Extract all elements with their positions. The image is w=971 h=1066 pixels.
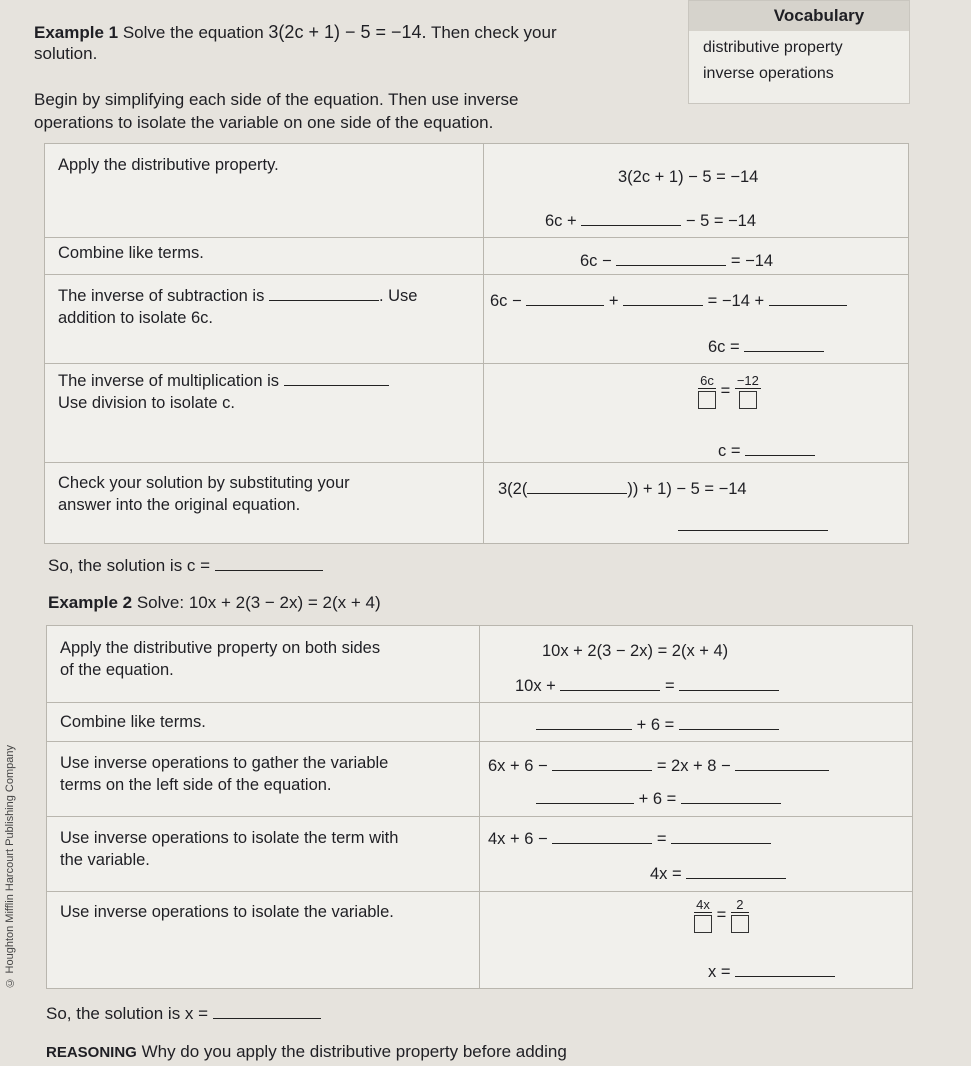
ex2-r3-eqb: = 2x + 8 −	[656, 757, 731, 775]
ex2-r1-blank-1[interactable]	[560, 690, 660, 691]
ex1-r4-frac-eq	[698, 374, 761, 409]
ex2-r4-eq2	[650, 865, 786, 884]
ex1-r4-eq2-text: c =	[718, 442, 741, 460]
ex2-r5-frac-num2: 2	[731, 898, 749, 913]
ex1-r4-blank-operation[interactable]	[284, 385, 389, 386]
ex1-r4-blank[interactable]	[745, 455, 815, 456]
ex2-r5-eq2-text: x =	[708, 963, 731, 981]
ex1-r3-blank-2[interactable]	[623, 305, 703, 306]
example1-intro-2: operations to isolate the variable on one side of the equation.	[34, 113, 494, 132]
ex1-r1-label: Apply the distributive property.	[58, 156, 279, 174]
ex2-r1-eq1: 10x + 2(3 − 2x) = 2(x + 4)	[542, 642, 729, 660]
example1-prompt-a: Solve the equation	[122, 23, 264, 42]
ex2-r1-label-a: Apply the distributive property on both sides	[60, 639, 381, 657]
ex2-solution-text: So, the solution is x =	[46, 1004, 209, 1023]
example2-prompt: Solve:	[136, 593, 185, 612]
ex2-r4-label	[60, 827, 398, 871]
ex1-r4-frac-box1[interactable]	[698, 391, 716, 409]
ex1-r2-eq	[580, 252, 773, 271]
ex2-solution-blank[interactable]	[213, 1018, 321, 1019]
ex2-r3-eq2-text: + 6 =	[638, 790, 677, 808]
ex2-r2-label: Combine like terms.	[60, 713, 206, 731]
ex2-r4-label-a: Use inverse operations to isolate the term with	[60, 829, 399, 847]
ex2-r3-label-b: terms on the left side of the equation.	[60, 776, 332, 794]
ex1-r5-check-blank[interactable]	[678, 530, 828, 531]
ex2-r5-frac-left	[694, 898, 712, 933]
ex2-r5-frac-num1: 4x	[694, 898, 712, 913]
ex2-r1-eq2	[515, 677, 779, 696]
vocabulary-title: Vocabulary	[689, 1, 909, 31]
ex1-r5-eqb: )) + 1) − 5 = −14	[627, 480, 747, 498]
ex2-r4-blank-2[interactable]	[671, 843, 771, 844]
ex2-r3-eq	[488, 757, 829, 776]
ex1-r4-frac-right	[735, 374, 761, 409]
example1-prompt-b: Then check your	[430, 23, 557, 42]
example2-label: Example 2	[48, 593, 133, 612]
ex2-r5-frac-eq	[694, 898, 749, 933]
ex1-r5-blank[interactable]	[527, 493, 627, 494]
ex1-r3-label-b: . Use	[378, 287, 418, 305]
ex2-r3-blank-1[interactable]	[552, 770, 652, 771]
ex1-r3-eq2-text: 6c =	[708, 338, 740, 356]
ex2-r4-eqa: 4x + 6 −	[488, 830, 548, 848]
ex1-r5-label-b: answer into the original equation.	[58, 496, 301, 514]
reasoning-prompt	[46, 1042, 567, 1062]
ex1-r4-frac-left	[698, 374, 716, 409]
ex1-r2-eqa: 6c −	[580, 252, 612, 270]
example2-header	[48, 593, 381, 613]
example1-header	[34, 22, 557, 43]
example2-equation: 10x + 2(3 − 2x) = 2(x + 4)	[188, 593, 381, 612]
ex2-r3-blank-3[interactable]	[536, 803, 634, 804]
ex1-r3-eqb: +	[608, 292, 619, 310]
ex1-r5-label	[58, 472, 350, 516]
ex1-r3-eqc: = −14 +	[707, 292, 765, 310]
ex2-r3-label	[60, 752, 388, 796]
ex2-r4-eq2-text: 4x =	[650, 865, 682, 883]
ex2-r1-label	[60, 637, 380, 681]
vocabulary-box	[688, 0, 910, 104]
ex2-r1-label-b: of the equation.	[60, 661, 174, 679]
ex1-r3-blank-1[interactable]	[526, 305, 604, 306]
ex2-r1-eq2b: =	[665, 677, 675, 695]
ex1-r1-eq2a: 6c +	[545, 212, 577, 230]
vocab-term-distributive: distributive property	[703, 39, 843, 56]
ex1-r1-eq1: 3(2c + 1) − 5 = −14	[618, 168, 759, 186]
ex2-r2-blank-2[interactable]	[679, 729, 779, 730]
ex1-r4-label-a: The inverse of multiplication is	[58, 372, 280, 390]
ex1-r2-blank[interactable]	[616, 265, 726, 266]
ex2-r2-blank-1[interactable]	[536, 729, 632, 730]
reasoning-label: REASONING	[46, 1044, 137, 1061]
ex1-r3-blank-operation[interactable]	[269, 300, 379, 301]
ex2-r4-eq	[488, 830, 771, 849]
ex1-r1-eq2	[545, 212, 756, 231]
ex1-r3-label-c: addition to isolate 6c.	[58, 309, 214, 327]
ex1-r2-label: Combine like terms.	[58, 244, 204, 262]
ex1-r4-eq-sign: =	[720, 381, 731, 400]
ex1-r4-frac-num2: −12	[736, 373, 759, 388]
ex2-r5-frac-box1[interactable]	[694, 915, 712, 933]
example1-intro-1: Begin by simplifying each side of the equation. Then use inverse	[34, 90, 519, 109]
reasoning-text: Why do you apply the distributive property before adding	[141, 1042, 567, 1061]
ex2-r5-eq-sign: =	[716, 905, 727, 924]
ex1-r4-eq2	[718, 442, 815, 461]
ex1-r3-eq2	[708, 338, 824, 357]
ex2-r3-blank-2[interactable]	[735, 770, 829, 771]
ex2-r3-eqa: 6x + 6 −	[488, 757, 548, 775]
ex1-r4-label-b: Use division to isolate c.	[58, 394, 235, 412]
ex1-r2-eqb: = −14	[730, 252, 774, 270]
ex1-r3-label	[58, 285, 417, 329]
ex2-r4-label-b: the variable.	[60, 851, 150, 869]
ex1-r3-blank-4[interactable]	[744, 351, 824, 352]
ex2-r1-eq2a: 10x +	[515, 677, 556, 695]
vocab-term-inverse: inverse operations	[703, 65, 834, 82]
ex2-r5-label: Use inverse operations to isolate the variable.	[60, 903, 394, 921]
ex1-r3-eq	[490, 292, 847, 311]
example1-prompt-c: solution.	[34, 44, 98, 63]
ex2-r4-eqb: =	[656, 830, 667, 848]
ex2-r1-blank-2[interactable]	[679, 690, 779, 691]
example1-equation: 3(2c + 1) − 5 = −14.	[268, 22, 427, 42]
ex2-r2-eq	[536, 716, 779, 735]
ex2-r5-blank[interactable]	[735, 976, 835, 977]
ex1-cell-r3-work	[483, 274, 909, 364]
ex2-r4-blank-1[interactable]	[552, 843, 652, 844]
ex1-cell-r5-work	[483, 462, 909, 544]
ex1-r4-frac-num1: 6c	[698, 374, 716, 389]
ex1-r4-frac-box2[interactable]	[739, 391, 757, 409]
ex2-r5-frac-right	[731, 898, 749, 933]
ex1-r4-label	[58, 370, 389, 414]
ex1-solution	[48, 556, 323, 576]
ex1-r1-eq2b: − 5 = −14	[685, 212, 757, 230]
ex1-r5-eq	[498, 480, 747, 499]
ex2-r3-blank-4[interactable]	[681, 803, 781, 804]
copyright-text: © Houghton Mifflin Harcourt Publishing Company	[4, 745, 16, 989]
ex2-r3-eq2	[536, 790, 781, 809]
ex2-r5-frac-box2[interactable]	[731, 915, 749, 933]
ex2-r3-label-a: Use inverse operations to gather the variable	[60, 754, 389, 772]
ex1-r3-eqa: 6c −	[490, 292, 522, 310]
ex2-r4-blank-3[interactable]	[686, 878, 786, 879]
ex1-r3-blank-3[interactable]	[769, 305, 847, 306]
ex1-r5-eqa: 3(2(	[498, 480, 528, 498]
ex2-r5-eq2	[708, 963, 835, 982]
ex2-r2-eqa: + 6 =	[636, 716, 675, 734]
ex1-r1-blank[interactable]	[581, 225, 681, 226]
ex1-solution-blank[interactable]	[215, 570, 323, 571]
ex2-solution	[46, 1004, 321, 1024]
ex1-cell-r4-work	[483, 363, 909, 463]
ex1-r3-label-a: The inverse of subtraction is	[58, 287, 265, 305]
example1-label: Example 1	[34, 23, 119, 42]
ex1-solution-text: So, the solution is c =	[48, 556, 211, 575]
ex1-r5-label-a: Check your solution by substituting your	[58, 474, 350, 492]
